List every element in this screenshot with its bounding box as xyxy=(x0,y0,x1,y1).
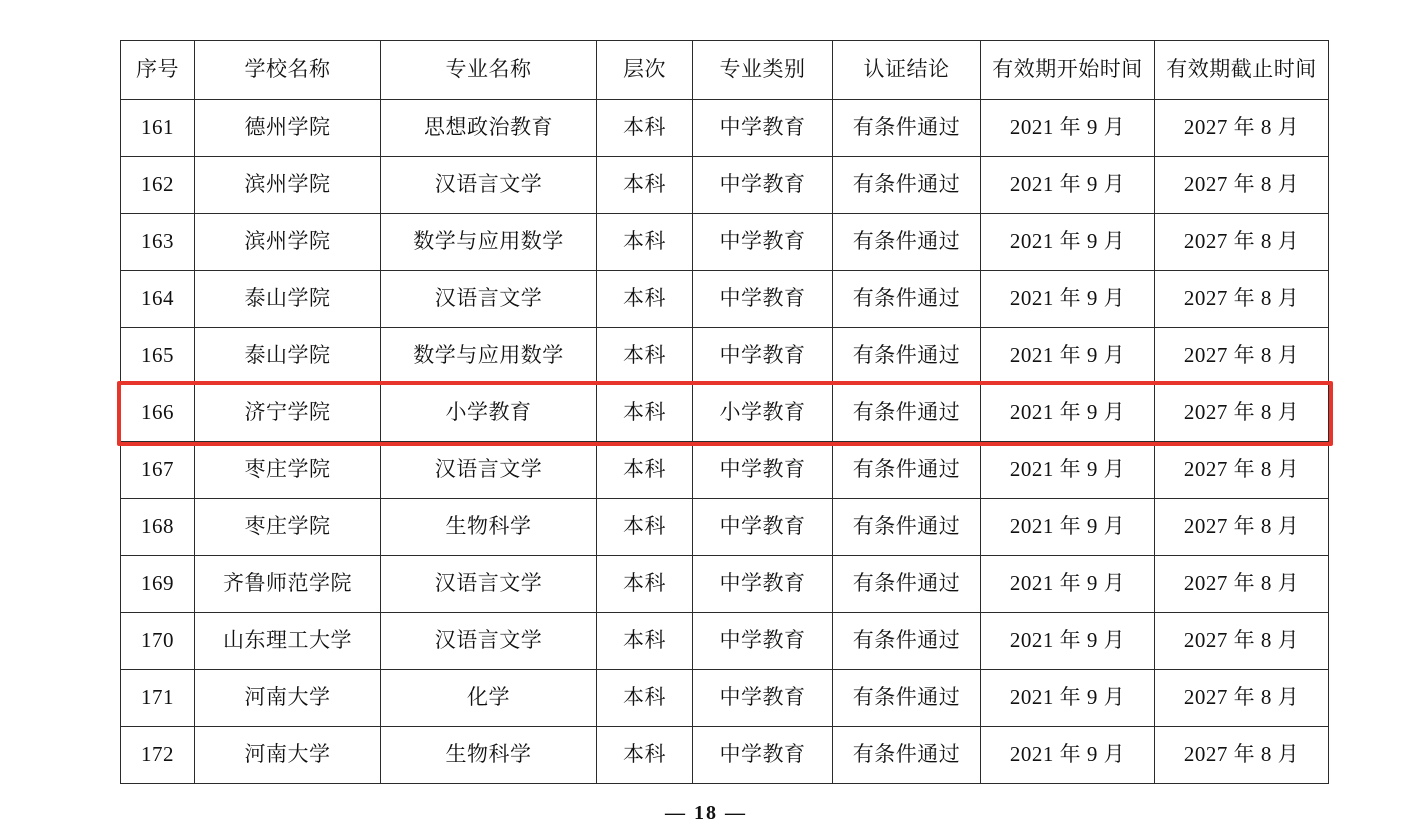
table-row xyxy=(121,613,1329,670)
cell-school: 枣庄学院 xyxy=(195,499,381,556)
table-row xyxy=(121,328,1329,385)
cell-index: 170 xyxy=(121,613,195,670)
cell-index: 165 xyxy=(121,328,195,385)
cell-conclusion: 有条件通过 xyxy=(833,271,981,328)
cell-valid-start: 2021 年 9 月 xyxy=(981,670,1155,727)
column-header-major: 专业名称 xyxy=(381,41,597,100)
cell-major: 思想政治教育 xyxy=(381,100,597,157)
table-row xyxy=(121,556,1329,613)
cell-major: 化学 xyxy=(381,670,597,727)
cell-valid-end: 2027 年 8 月 xyxy=(1155,100,1329,157)
cell-level: 本科 xyxy=(597,157,693,214)
cell-major: 汉语言文学 xyxy=(381,613,597,670)
page-number: — 18 — xyxy=(665,802,747,824)
cell-conclusion: 有条件通过 xyxy=(833,727,981,784)
table-row xyxy=(121,442,1329,499)
cell-valid-end: 2027 年 8 月 xyxy=(1155,670,1329,727)
cell-category: 中学教育 xyxy=(693,214,833,271)
cell-school: 河南大学 xyxy=(195,670,381,727)
cell-category: 中学教育 xyxy=(693,613,833,670)
cell-category: 中学教育 xyxy=(693,499,833,556)
table-row xyxy=(121,157,1329,214)
cell-major: 汉语言文学 xyxy=(381,157,597,214)
table-row xyxy=(121,214,1329,271)
cell-valid-end: 2027 年 8 月 xyxy=(1155,556,1329,613)
cell-major: 汉语言文学 xyxy=(381,556,597,613)
cell-category: 中学教育 xyxy=(693,328,833,385)
cell-valid-end: 2027 年 8 月 xyxy=(1155,442,1329,499)
cell-category: 中学教育 xyxy=(693,271,833,328)
cell-conclusion: 有条件通过 xyxy=(833,499,981,556)
cell-category: 中学教育 xyxy=(693,727,833,784)
cell-category: 中学教育 xyxy=(693,670,833,727)
cell-valid-end: 2027 年 8 月 xyxy=(1155,385,1329,442)
cell-valid-start: 2021 年 9 月 xyxy=(981,214,1155,271)
table-header-row xyxy=(121,41,1329,100)
cell-valid-start: 2021 年 9 月 xyxy=(981,556,1155,613)
cell-conclusion: 有条件通过 xyxy=(833,157,981,214)
cell-school: 滨州学院 xyxy=(195,157,381,214)
cell-level: 本科 xyxy=(597,328,693,385)
cell-level: 本科 xyxy=(597,442,693,499)
cell-index: 171 xyxy=(121,670,195,727)
cell-level: 本科 xyxy=(597,385,693,442)
cell-level: 本科 xyxy=(597,556,693,613)
table-row xyxy=(121,727,1329,784)
cell-valid-end: 2027 年 8 月 xyxy=(1155,613,1329,670)
cell-school: 泰山学院 xyxy=(195,328,381,385)
cell-level: 本科 xyxy=(597,100,693,157)
cell-valid-end: 2027 年 8 月 xyxy=(1155,328,1329,385)
table-body xyxy=(121,100,1329,784)
cell-index: 167 xyxy=(121,442,195,499)
cell-category: 小学教育 xyxy=(693,385,833,442)
column-header-valid-start: 有效期开始时间 xyxy=(981,41,1155,100)
cell-valid-start: 2021 年 9 月 xyxy=(981,157,1155,214)
cell-valid-start: 2021 年 9 月 xyxy=(981,613,1155,670)
cell-conclusion: 有条件通过 xyxy=(833,442,981,499)
cell-conclusion: 有条件通过 xyxy=(833,100,981,157)
cell-major: 汉语言文学 xyxy=(381,271,597,328)
cell-conclusion: 有条件通过 xyxy=(833,328,981,385)
cell-conclusion: 有条件通过 xyxy=(833,670,981,727)
cell-level: 本科 xyxy=(597,214,693,271)
cell-index: 168 xyxy=(121,499,195,556)
cell-valid-start: 2021 年 9 月 xyxy=(981,727,1155,784)
cell-conclusion: 有条件通过 xyxy=(833,556,981,613)
cell-major: 小学教育 xyxy=(381,385,597,442)
cell-valid-start: 2021 年 9 月 xyxy=(981,499,1155,556)
cell-valid-start: 2021 年 9 月 xyxy=(981,271,1155,328)
cell-conclusion: 有条件通过 xyxy=(833,214,981,271)
cell-index: 166 xyxy=(121,385,195,442)
table-row xyxy=(121,670,1329,727)
table-row xyxy=(121,385,1329,442)
cell-level: 本科 xyxy=(597,670,693,727)
cell-school: 德州学院 xyxy=(195,100,381,157)
cell-valid-end: 2027 年 8 月 xyxy=(1155,214,1329,271)
cell-index: 169 xyxy=(121,556,195,613)
cell-level: 本科 xyxy=(597,613,693,670)
cell-category: 中学教育 xyxy=(693,556,833,613)
cell-valid-end: 2027 年 8 月 xyxy=(1155,157,1329,214)
cell-school: 泰山学院 xyxy=(195,271,381,328)
cell-major: 数学与应用数学 xyxy=(381,214,597,271)
table-row xyxy=(121,499,1329,556)
cell-index: 164 xyxy=(121,271,195,328)
cell-conclusion: 有条件通过 xyxy=(833,613,981,670)
cell-category: 中学教育 xyxy=(693,442,833,499)
cell-valid-end: 2027 年 8 月 xyxy=(1155,727,1329,784)
cell-school: 滨州学院 xyxy=(195,214,381,271)
table-header xyxy=(121,41,1329,100)
cell-school: 齐鲁师范学院 xyxy=(195,556,381,613)
cell-valid-start: 2021 年 9 月 xyxy=(981,385,1155,442)
cell-level: 本科 xyxy=(597,727,693,784)
cell-index: 162 xyxy=(121,157,195,214)
cell-conclusion: 有条件通过 xyxy=(833,385,981,442)
column-header-category: 专业类别 xyxy=(693,41,833,100)
cell-valid-start: 2021 年 9 月 xyxy=(981,328,1155,385)
cell-major: 生物科学 xyxy=(381,499,597,556)
cell-valid-start: 2021 年 9 月 xyxy=(981,442,1155,499)
table-row xyxy=(121,271,1329,328)
column-header-index: 序号 xyxy=(121,41,195,100)
column-header-school: 学校名称 xyxy=(195,41,381,100)
cell-level: 本科 xyxy=(597,499,693,556)
cell-valid-start: 2021 年 9 月 xyxy=(981,100,1155,157)
cell-major: 汉语言文学 xyxy=(381,442,597,499)
cell-major: 生物科学 xyxy=(381,727,597,784)
cell-index: 172 xyxy=(121,727,195,784)
cell-index: 163 xyxy=(121,214,195,271)
cell-level: 本科 xyxy=(597,271,693,328)
column-header-valid-end: 有效期截止时间 xyxy=(1155,41,1329,100)
cell-school: 枣庄学院 xyxy=(195,442,381,499)
cell-index: 161 xyxy=(121,100,195,157)
cell-major: 数学与应用数学 xyxy=(381,328,597,385)
cell-valid-end: 2027 年 8 月 xyxy=(1155,271,1329,328)
certification-table xyxy=(120,40,1329,784)
cell-school: 济宁学院 xyxy=(195,385,381,442)
cell-school: 山东理工大学 xyxy=(195,613,381,670)
column-header-conclusion: 认证结论 xyxy=(833,41,981,100)
cell-category: 中学教育 xyxy=(693,100,833,157)
cell-school: 河南大学 xyxy=(195,727,381,784)
cell-category: 中学教育 xyxy=(693,157,833,214)
cell-valid-end: 2027 年 8 月 xyxy=(1155,499,1329,556)
column-header-level: 层次 xyxy=(597,41,693,100)
table-row xyxy=(121,100,1329,157)
